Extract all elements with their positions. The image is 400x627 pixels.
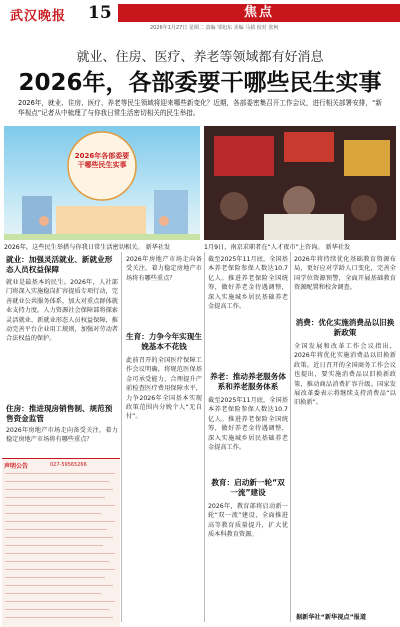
kicker: 就业、住房、医疗、养老等领域都有好消息 [76, 50, 324, 65]
body-housing-text: 2026年房地产市场走向备受关注，着力稳定房地产市场将有哪些重点？ [126, 256, 202, 282]
ad-line [5, 529, 107, 530]
headline: 2026年，各部委要干哪些民生实事 [18, 70, 382, 96]
ad-line [5, 521, 115, 522]
body-pension-text: 截至2025年11月底，全国基本养老保险参保人数达10.7亿人。推进养老保险全国统筹，做好养老金待遇调整，深入实施城乡居民基础养老金提高工作。 [208, 397, 288, 452]
photo-caption-left: 2026年，这些民生举措与你我日常生活密切相关。 新华社发 [4, 244, 171, 251]
ad-line [5, 489, 113, 490]
subhead-education: 教育：启动新一轮“双一流”建设 [211, 478, 285, 497]
body-consumption: 全国发展和改革工作会议指出，2026年将优化实施消费品以旧换新政策。近日召开的全国商务工作会议也提出，要实施消费品以旧换新政策，推动商品消费扩容升级。国家发展改革委表示将继续支持消费品“以旧换新”。 [294, 343, 396, 407]
dateline: 2026年1月27日 星期二 责编 邹旭东 美编 马婧 校对 张柯 [150, 25, 279, 31]
ad-line [5, 569, 115, 570]
body-birth: 此前召开的全国医疗保障工作会议明确，将规范医保基金可承受能力，合理提升产前检查医疗费用保障水平，力争2026年全国基本实现政策范围内分娩个人“无自付”。 [126, 357, 202, 421]
body-pension [208, 396, 288, 472]
body-housing: 2026年房地产市场走向备受关注，着力稳定房地产市场将有哪些重点？ [6, 427, 118, 444]
subhead-birth: 生育：力争今年实现生娩基本不花钱 [126, 332, 202, 351]
photo-caption-right: 1月9日，南京求职者在“人才夜市”上咨询。 新华社发 [204, 244, 351, 251]
body-employment: 就业是最基本的民生。2026年，人社部门将深入实施稳岗扩容提质专项行动，完善就业公共服务体系，加大对重点群体就业支持力度。人力资源社会保障部将探索灵活就业、新就业形态人员权益保障，推动完善平台企业用工规则，加强对劳动者合法权益的保护。 [6, 279, 118, 343]
ad-line [5, 577, 105, 578]
photo-night-market [204, 126, 396, 240]
ad-line [5, 617, 113, 618]
night-market-illustration [204, 126, 396, 240]
section-title: 焦点 [243, 5, 274, 20]
subhead-housing: 住房：推进现房销售制、规范预售资金监管 [6, 404, 113, 423]
ad-block [2, 458, 120, 627]
photo-poster [4, 126, 200, 240]
ad-line [5, 585, 113, 586]
poster-illustration [4, 126, 200, 240]
body-housing-continued [126, 255, 202, 327]
ad-title: 声明公告 [4, 463, 29, 470]
column-rule [290, 252, 291, 622]
page-number: 15 [88, 3, 112, 23]
ad-phone: 027-59565266 [50, 462, 87, 468]
ad-line [5, 505, 115, 506]
ad-line [5, 601, 115, 602]
ad-line [5, 473, 115, 474]
section-banner [118, 4, 400, 22]
byline: 据新华社“新华视点”报道 [296, 614, 367, 621]
ad-line [5, 545, 103, 546]
ad-line [5, 481, 109, 482]
ad-line [5, 497, 105, 498]
column-rule [121, 252, 122, 622]
newspaper-logo: 武汉晚报 [10, 9, 67, 24]
ad-line [5, 593, 101, 594]
ad-line [5, 561, 109, 562]
subhead-pension: 养老：推动养老服务体系和养老服务体系 [210, 372, 286, 391]
body-medical: 2026年将持续优化基础教育资源布局，更好应对学龄人口变化，完善全国学位资源预警，全面开展基础教育资源配置和校舍调查。 [294, 256, 396, 292]
poster-title: 2026年各部委要干哪些民生实事 [74, 152, 130, 169]
subhead-consumption: 消费：优化实施消费品以旧换新政策 [295, 318, 395, 337]
body-pension-intro: 截至2025年11月底，全国基本养老保险参保人数达10.7亿人。推进养老保险全国统筹，做好养老金待遇调整，深入实施城乡居民基础养老金提高工作。 [208, 256, 288, 311]
body-education: 2026年，教育部将启动新一轮“双一流”建设，全面推进高等教育质量提升，扩大优质本科教育资源。 [208, 503, 288, 539]
ad-line [5, 513, 101, 514]
ad-line [5, 609, 109, 610]
masthead [0, 0, 400, 30]
ad-line [5, 537, 113, 538]
subhead-employment: 就业：加强灵活就业、新就业形态人员权益保障 [6, 255, 113, 274]
lead-paragraph: 2026年，就业、住房、医疗、养老等民生领域将迎来哪些新变化？近期，各部委密集召开工作会议，进行相关部署安排，“新华视点”记者从中梳理了与你我日常生活密切相关的民生举措。 [18, 99, 382, 117]
column-rule [204, 252, 205, 622]
ad-line [5, 553, 115, 554]
